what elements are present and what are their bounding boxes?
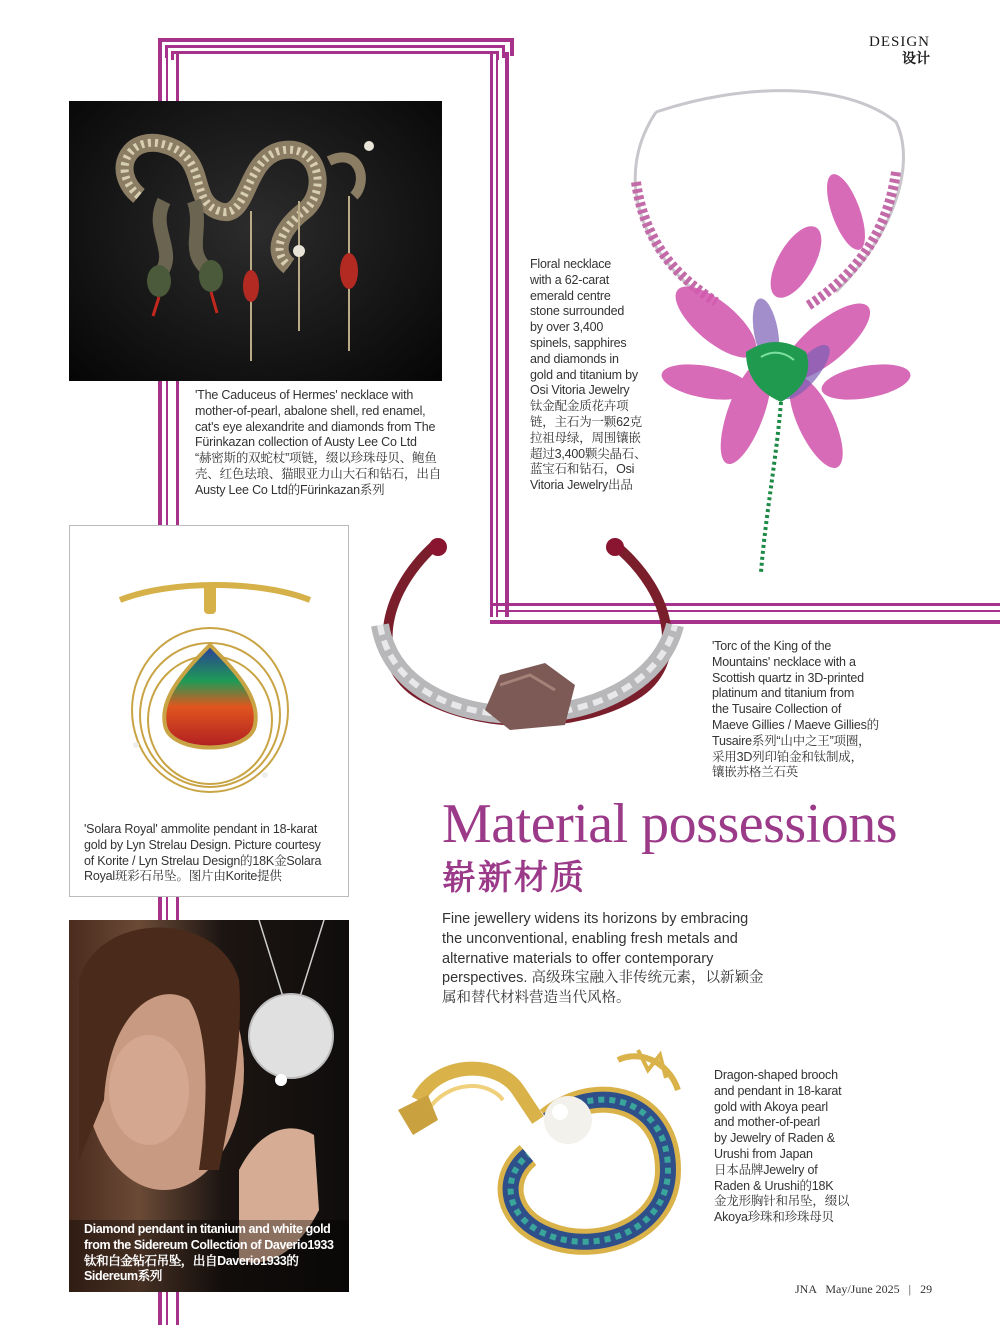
folio-publication: JNA: [795, 1282, 817, 1296]
torc-caption: 'Torc of the King of the Mountains' necklace with a Scottish quartz in 3D-printed platinum and titanium from the Tusaire Collection of Maeve Gillies / Maeve Gillies的 Tusaire系列“山中之王”项圈， 采用3D列印铂金和钛制成， 镶嵌苏格兰石英: [712, 639, 879, 780]
article-intro: Fine jewellery widens its horizons by embracing the unconventional, enabling fresh metals and alternative materials to offer contemporary perspectives. 高级珠宝融入非传统元素，以新颖金属和替代材料营造当代风格。: [442, 911, 764, 1007]
article-title: Material possessions: [442, 793, 898, 855]
solara-caption: 'Solara Royal' ammolite pendant in 18-karat gold by Lyn Strelau Design. Picture courtesy of Korite / Lyn Strelau Design的18K金Solara Royal斑彩石吊坠。图片由Korite提供: [84, 822, 322, 884]
dragon-brooch-photo: [398, 1040, 698, 1265]
section-label-en: DESIGN: [869, 34, 930, 50]
diamond-caption: Diamond pendant in titanium and white gold from the Sidereum Collection of Daverio1933 钛和白金钻石吊坠，出自Daverio1933的 Sidereum系列: [84, 1222, 334, 1284]
article-title-zh: 崭新材质: [442, 859, 586, 897]
page-folio: [795, 1282, 932, 1297]
section-label-zh: 设计: [902, 52, 930, 67]
dragon-caption: Dragon-shaped brooch and pendant in 18-karat gold with Akoya pearl and mother-of-pearl by Jewelry of Raden & Urushi from Japan 日本品牌Jewelry of Raden & Urushi的18K 金龙形胸针和吊坠，缀以 Akoya珍珠和珍珠母贝: [714, 1068, 850, 1225]
decorative-frame-inner-top: [171, 51, 499, 60]
caduceus-caption: 'The Caduceus of Hermes' necklace with mother-of-pearl, abalone shell, red enamel, cat's eye alexandrite and diamonds from The Fürinkazan collection of Austy Lee Co Ltd “赫密斯的双蛇杖”项链，缀以珍珠母贝、鲍鱼 壳、红色珐琅、猫眼亚力山大石和钻石，出自 Austy Lee Co Ltd的Fürinkazan系列: [195, 388, 442, 497]
torc-necklace-illustration: [360, 535, 695, 755]
folio-issue: May/June 2025: [825, 1282, 900, 1296]
decorative-frame-right-verticals: [490, 52, 509, 617]
solara-pendant-photo: [110, 570, 315, 795]
caduceus-necklace-photo: [69, 101, 442, 381]
folio-separator: |: [908, 1282, 912, 1296]
folio-page-number: 29: [920, 1282, 933, 1296]
dragon-brooch-illustration: [398, 1040, 698, 1265]
solara-pendant-illustration: [110, 570, 315, 795]
decorative-frame-right-center: [496, 52, 498, 617]
floral-caption: Floral necklace with a 62-carat emerald centre stone surrounded by over 3,400 spinels, sapphires and diamonds in gold and titanium by Osi Vitoria Jewelry 钛金配金质花卉项 链，主石为一颗62克 拉祖母绿，周围镶嵌 超过3,400颗尖晶石、 蓝宝石和钻石，Osi Vitoria Jewelry出品: [530, 257, 647, 493]
torc-necklace-photo: [360, 535, 695, 755]
section-label: [869, 34, 930, 68]
snake-necklace-illustration: [69, 101, 442, 381]
